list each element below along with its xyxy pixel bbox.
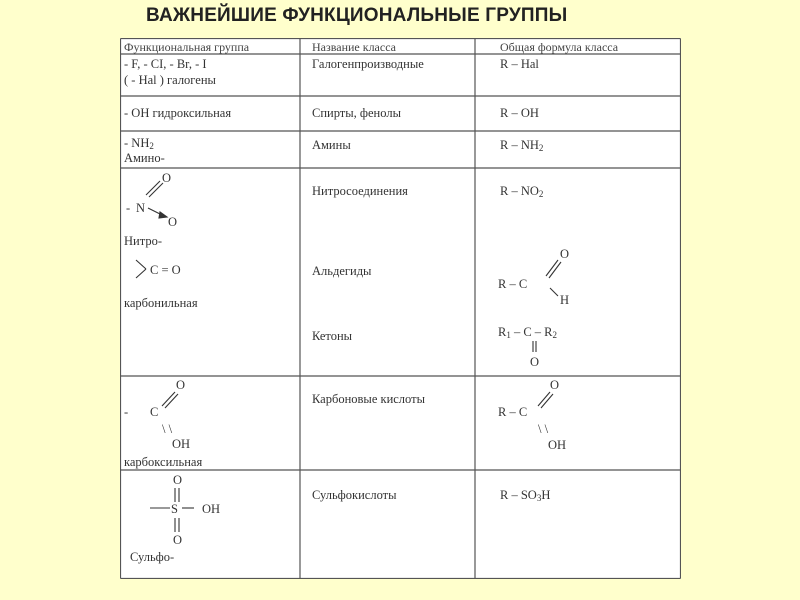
sulfonic-formula: R – $SO_3H$ [500,488,551,503]
carboxylic-class: Карбоновые кислоты [312,392,425,406]
ketone-structure [498,322,608,377]
carboxyl-structure [124,376,214,457]
carboxylic-formula: R – C [498,405,528,419]
ketone-oxygen: O [530,355,540,369]
carbonyl-label: карбонильная [124,296,198,310]
nitro-oxygen-top: O [162,171,172,185]
svg-text:-: - [126,201,131,215]
nitro-oxygen-bottom: O [168,215,178,229]
carboxyl-oh: OH [172,437,191,451]
sulfo-oh: OH [202,502,221,516]
halogen-group-line-1: - F, - CI, - Br, - I [124,57,207,71]
sulfo-sulfur: S [171,502,178,516]
sulfo-oxygen-bottom: O [173,533,183,547]
carboxyl-oxygen: O [176,378,186,392]
svg-text:-: - [124,405,129,419]
page-title: ВАЖНЕЙШИЕ ФУНКЦИОНАЛЬНЫЕ ГРУППЫ [146,5,568,26]
header-general-formula: Общая формула класса [500,40,619,54]
aldehyde-formula: R – C [498,277,528,291]
header-class-name: Название класса [312,40,397,54]
carboxyl-label: карбоксильная [124,455,203,469]
halogen-formula: R – Hal [500,57,539,71]
sulfo-structure [148,472,258,557]
aldehyde-hydrogen: H [560,293,570,307]
alcohol-class: Спирты, фенолы [312,106,401,120]
aldehyde-class: Альдегиды [312,264,372,278]
amine-class: Амины [312,138,351,152]
nitro-formula: R – $NO_2$ [500,184,544,199]
svg-text:\ \: \ \ [162,422,173,436]
amino-group-line-2: Амино- [124,151,165,165]
carbonyl-formula: C = O [150,263,181,277]
carboxyl-carbon: C [150,405,159,419]
carboxylic-oh: OH [548,438,567,452]
sulfo-oxygen-top: O [173,473,183,487]
svg-text:R1 – C – R2: R1 – C – R2 [498,325,558,340]
nitro-structure [126,170,206,235]
header-functional-group: Функциональная группа [124,40,250,54]
amino-group-line-1: - $NH_2$ [124,136,154,151]
halogen-class: Галогенпроизводные [312,57,424,71]
nitro-nitrogen: N [136,201,146,215]
ketone-class: Кетоны [312,329,353,343]
aldehyde-structure [498,246,588,311]
functional-groups-table [120,38,681,579]
halogen-group-line-2: ( - Hal ) галогены [124,73,216,87]
sulfonic-class: Сульфокислоты [312,488,397,502]
alcohol-formula: R – OH [500,106,539,120]
sulfo-label: Сульфо- [130,550,175,564]
svg-text:\ \: \ \ [538,422,549,436]
nitro-label: Нитро- [124,234,162,248]
carboxylic-structure [498,376,598,457]
carboxylic-oxygen: O [550,378,560,392]
hydroxyl-group: - OH гидроксильная [124,106,232,120]
aldehyde-oxygen: O [560,247,570,261]
amine-formula: R – $NH_2$ [500,138,544,153]
nitro-class: Нитросоединения [312,184,408,198]
